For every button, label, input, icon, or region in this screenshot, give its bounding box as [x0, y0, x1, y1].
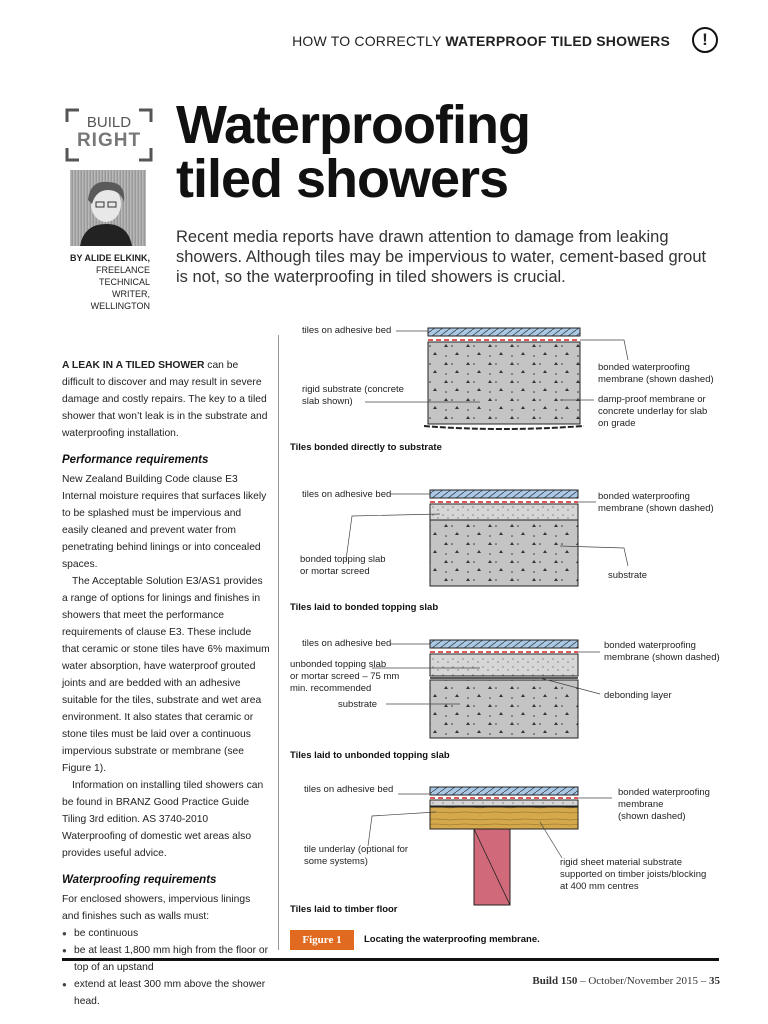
- heading-waterproofing: Waterproofing requirements: [62, 874, 217, 886]
- d1-caption: Tiles bonded directly to substrate: [290, 442, 442, 453]
- d4-label-membrane: [618, 787, 710, 823]
- d1-label-rigid-1: rigid substrate (concrete: [302, 384, 404, 395]
- d4-label-rig-3: at 400 mm centres: [560, 881, 639, 892]
- lead-in: A LEAK IN A TILED SHOWER: [62, 360, 205, 371]
- d1-label-rigid: [302, 384, 404, 408]
- page-footer: [532, 975, 720, 987]
- diagram-3: [372, 640, 600, 738]
- logo-word-right: RIGHT: [76, 130, 142, 151]
- d1-label-mem-1: bonded waterproofing: [598, 362, 690, 373]
- intro-text: can be difficult to discover and may result in severe damage and costly repairs. The key to a tiled shower that won’t leak is in the substrate and waterproofing installation.: [62, 360, 268, 439]
- footer-date: – October/November 2015 –: [577, 975, 709, 987]
- title-line-2: tiled showers: [176, 149, 509, 209]
- paragraph-3: Information on installing tiled showers can be found in BRANZ Good Practice Guide Tiling 3rd edition. AS 3740-2010 Waterproofing of domestic wet areas also provides useful advice.: [62, 780, 264, 859]
- d2-label-substrate: substrate: [608, 570, 648, 581]
- diagram-1: [365, 328, 628, 429]
- figure-tag: Figure 1: [290, 930, 354, 950]
- author-role-2: WRITER, WELLINGTON: [90, 289, 150, 311]
- d2-label-mem-2: membrane (shown dashed): [598, 503, 714, 514]
- d1-label-dpm-3: on grade: [598, 418, 636, 429]
- d4-caption: Tiles laid to timber floor: [290, 904, 398, 915]
- d1-label-tiles: tiles on adhesive bed: [302, 325, 392, 336]
- d1-label-dpm-1: damp-proof membrane or: [598, 394, 706, 405]
- d2-label-tiles: tiles on adhesive bed: [302, 489, 392, 500]
- d3-label-unbonded: [290, 659, 399, 695]
- d3-label-unb-1: unbonded topping slab: [290, 659, 387, 670]
- author-name: BY ALIDE ELKINK,: [69, 253, 150, 263]
- list-item: ● be continuous: [74, 925, 270, 942]
- footer-publication: Build 150: [532, 975, 578, 987]
- footer-rule: [62, 958, 719, 961]
- d2-label-top-1: bonded topping slab: [300, 554, 386, 565]
- paragraph-2: The Acceptable Solution E3/AS1 provides a range of options for linings and finishes in showers that meet the performance requirements of clause E3. These include that ceramic or stone tiles have 6% maximum water absorption, have waterproof grouted joints and are bedded with an adhesive suitable for the tiles, substrate and wet area environment. It also states that ceramic or stone tiles must be laid over a continuous impervious substrate or membrane (see Figure 1).: [62, 576, 270, 774]
- header-prefix: HOW TO CORRECTLY: [292, 33, 446, 49]
- d2-label-membrane: [598, 491, 714, 515]
- d4-label-underlay: [304, 844, 408, 868]
- d3-label-tiles: tiles on adhesive bed: [302, 638, 392, 649]
- d3-label-membrane: [604, 640, 720, 664]
- d4-label-rig-1: rigid sheet material substrate: [560, 857, 682, 868]
- standfirst: Recent media reports have drawn attention to damage from leaking showers. Although tiles may be impervious to water, cement-based grout is not, so the waterproofing in tiled showers is crucial.: [176, 228, 707, 286]
- list-item: ● extend at least 300 mm above the shower head.: [74, 976, 270, 1010]
- d3-label-unb-2: or mortar screed – 75 mm: [290, 671, 400, 682]
- title-line-1: Waterproofing: [176, 95, 530, 155]
- d4-label-tiles: tiles on adhesive bed: [304, 784, 394, 795]
- d1-label-dpm-2: concrete underlay for slab: [598, 406, 708, 417]
- d3-label-unb-3: min. recommended: [290, 683, 372, 694]
- d3-caption: Tiles laid to unbonded topping slab: [290, 750, 450, 761]
- author-role-1: FREELANCE TECHNICAL: [95, 265, 150, 287]
- page-number: 35: [709, 975, 720, 987]
- d1-label-rigid-2: slab shown): [302, 396, 353, 407]
- figure-caption: Locating the waterproofing membrane.: [364, 934, 540, 945]
- header-bold: WATERPROOF TILED SHOWERS: [445, 33, 670, 49]
- d2-label-topping: [300, 554, 386, 578]
- d3-label-mem-2: membrane (shown dashed): [604, 652, 720, 663]
- d2-label-top-2: or mortar screed: [300, 566, 370, 577]
- d2-caption: Tiles laid to bonded topping slab: [290, 602, 439, 613]
- d1-label-mem-2: membrane (shown dashed): [598, 374, 714, 385]
- d4-label-mem-3: (shown dashed): [618, 811, 686, 822]
- list-item: ● be at least 1,800 mm high from the floor or top of an upstand: [74, 942, 270, 976]
- d4-label-mem-2: membrane: [618, 799, 664, 810]
- d4-label-und-2: some systems): [304, 856, 368, 867]
- d4-label-mem-1: bonded waterproofing: [618, 787, 710, 798]
- diagram-2: [346, 490, 628, 586]
- d2-label-mem-1: bonded waterproofing: [598, 491, 690, 502]
- d1-label-membrane: [598, 362, 714, 386]
- heading-performance: Performance requirements: [62, 454, 209, 466]
- logo-word-build: BUILD: [86, 114, 132, 131]
- d3-label-debonding: debonding layer: [604, 690, 672, 701]
- d3-label-mem-1: bonded waterproofing: [604, 640, 696, 651]
- d1-label-dpm: [598, 394, 707, 430]
- paragraph-4: For enclosed showers, impervious linings and finishes such as walls must:: [62, 894, 251, 922]
- d3-label-substrate: substrate: [338, 699, 378, 710]
- exclamation-icon: !: [692, 27, 718, 53]
- d4-label-rig-2: supported on timber joists/blocking: [560, 869, 707, 880]
- d4-label-und-1: tile underlay (optional for: [304, 844, 409, 855]
- d4-label-rigid: [560, 857, 706, 893]
- paragraph-1: New Zealand Building Code clause E3 Internal moisture requires that surfaces likely to be splashed must be impervious and easily cleaned and prevent water from penetrating behind linings or into concealed spaces.: [62, 474, 267, 570]
